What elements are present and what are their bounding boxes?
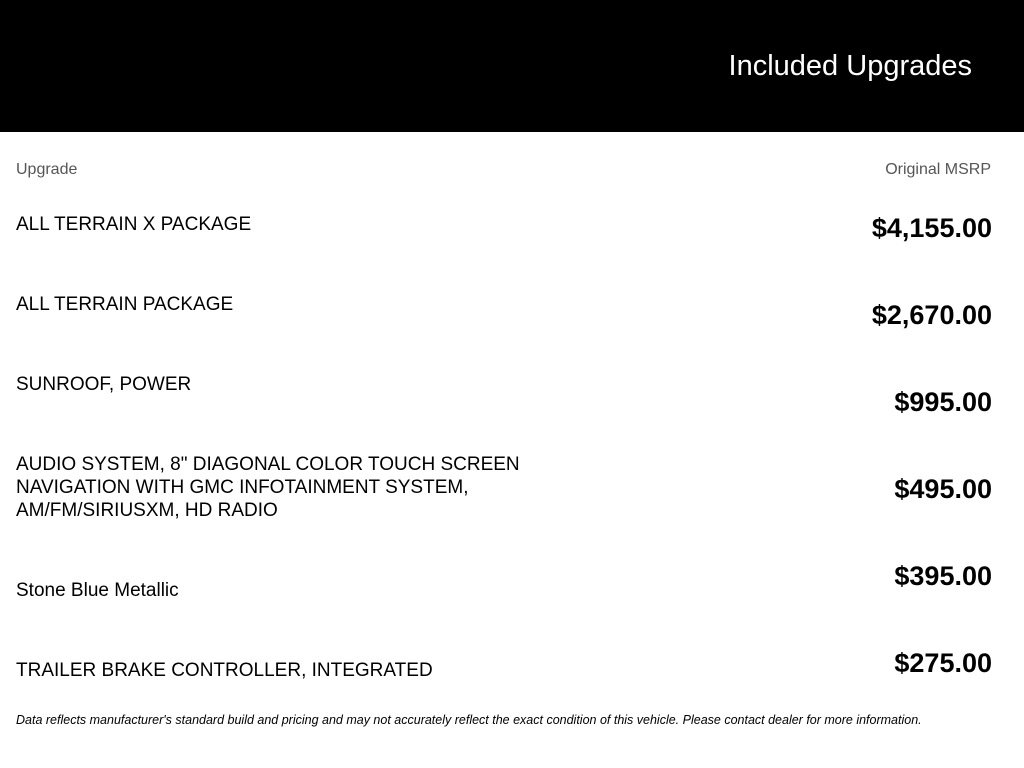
upgrade-price: $4,155.00	[871, 213, 992, 243]
upgrade-price: $275.00	[894, 648, 992, 678]
disclaimer-text: Data reflects manufacturer's standard build and pricing and may not accurately reflect the exact condition of this vehicle. Please contact dealer for more information.	[16, 713, 922, 727]
upgrade-price: $2,670.00	[871, 300, 992, 330]
upgrade-price: $995.00	[894, 387, 992, 417]
upgrade-name: TRAILER BRAKE CONTROLLER, INTEGRATED	[16, 660, 433, 681]
column-header-msrp: Original MSRP	[885, 161, 991, 178]
upgrade-price: $495.00	[894, 474, 992, 504]
upgrade-price: $395.00	[894, 561, 992, 591]
page-title: Included Upgrades	[728, 50, 972, 82]
column-header-upgrade: Upgrade	[16, 161, 78, 178]
upgrade-name: Stone Blue Metallic	[16, 580, 179, 601]
header-bar	[0, 0, 1024, 132]
upgrade-name: ALL TERRAIN X PACKAGE	[16, 214, 252, 235]
upgrade-name: ALL TERRAIN PACKAGE	[16, 294, 234, 315]
upgrade-name: AUDIO SYSTEM, 8" DIAGONAL COLOR TOUCH SCREEN NAVIGATION WITH GMC INFOTAINMENT SYSTEM, AM/FM/SIRIUSXM, HD RADIO	[16, 454, 520, 521]
upgrade-name: SUNROOF, POWER	[16, 374, 192, 395]
